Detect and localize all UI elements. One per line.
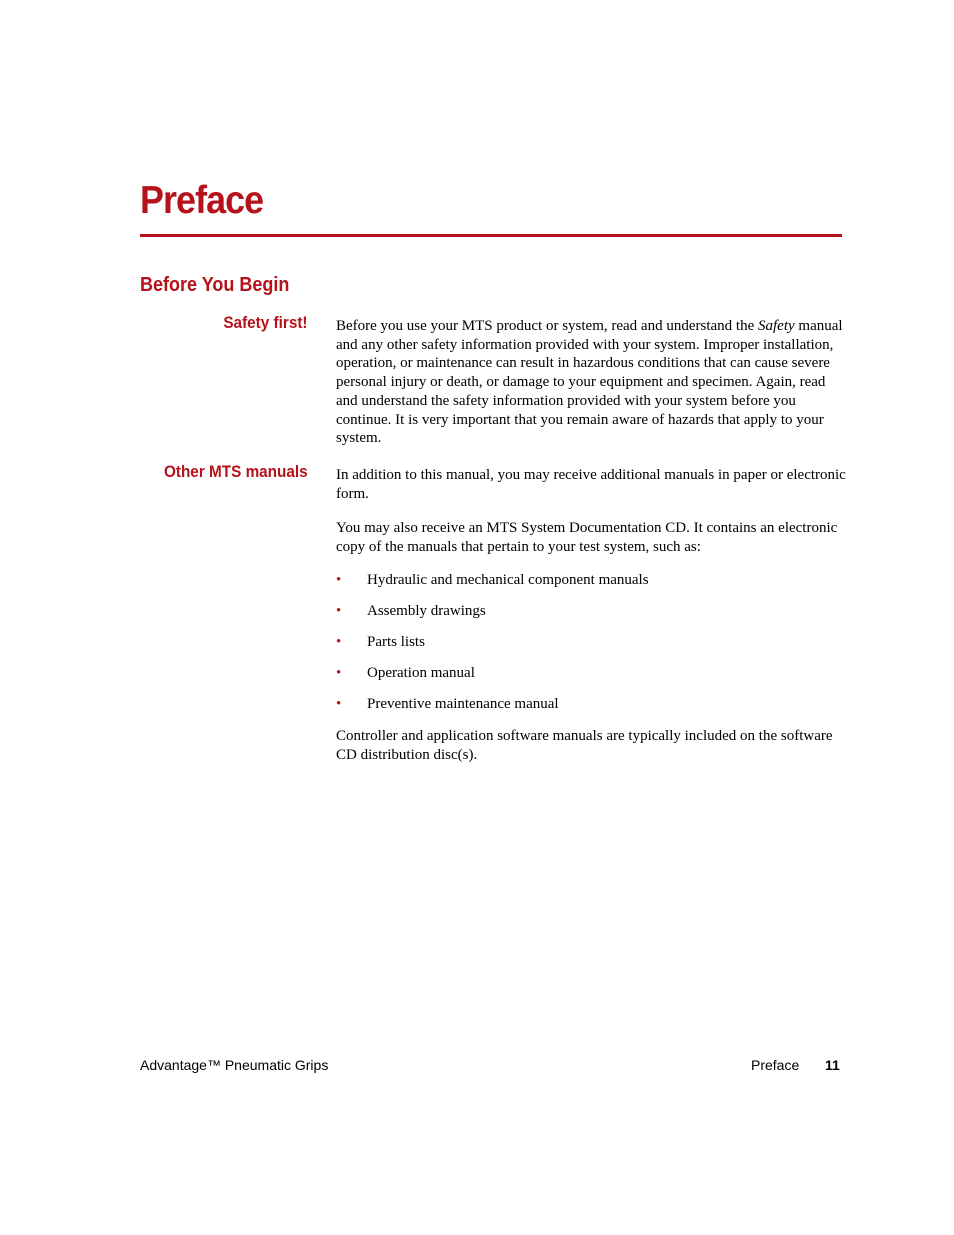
bullet-icon: • [336,696,342,712]
footer-page-number: 11 [825,1057,840,1073]
manuals-paragraph-3: Controller and application software manuals are typically included on the software CD distribution disc(s). [336,728,833,763]
footer-product-name: Advantage™ Pneumatic Grips [140,1057,329,1073]
list-item-text: Operation manual [367,665,475,681]
other-manuals-heading: Other MTS manuals [164,462,308,481]
bullet-icon: • [336,665,342,681]
list-item-text: Parts lists [367,634,425,650]
chapter-title: Preface [140,179,264,222]
safety-text-before: Before you use your MTS product or system, read and understand the [336,318,758,334]
bullet-icon: • [336,572,342,588]
footer-chapter-name: Preface [751,1057,800,1073]
safety-heading: Safety first! [223,313,308,332]
safety-text-after: manual and any other safety information provided with your system. Improper installation, operation, or maintenance can result in hazardous conditions that can cause severe personal injury or death, or damage to your equipment and specimen. Again, read and understand the safety information provided with your system before you continue. It is very important that you remain aware of hazards that apply to your system. [336,318,843,447]
section-heading: Before You Begin [140,274,290,296]
safety-manual-title: Safety [758,318,795,334]
list-item-text: Hydraulic and mechanical component manuals [367,572,649,588]
safety-paragraph [336,317,848,448]
bullet-icon: • [336,634,342,650]
title-rule [140,234,842,237]
manuals-paragraph-1: In addition to this manual, you may receive additional manuals in paper or electronic form. [336,467,846,502]
bullet-icon: • [336,603,342,619]
list-item-text: Assembly drawings [367,603,486,619]
manuals-paragraph-2: You may also receive an MTS System Documentation CD. It contains an electronic copy of the manuals that pertain to your test system, such as: [336,520,838,555]
list-item-text: Preventive maintenance manual [367,696,559,712]
